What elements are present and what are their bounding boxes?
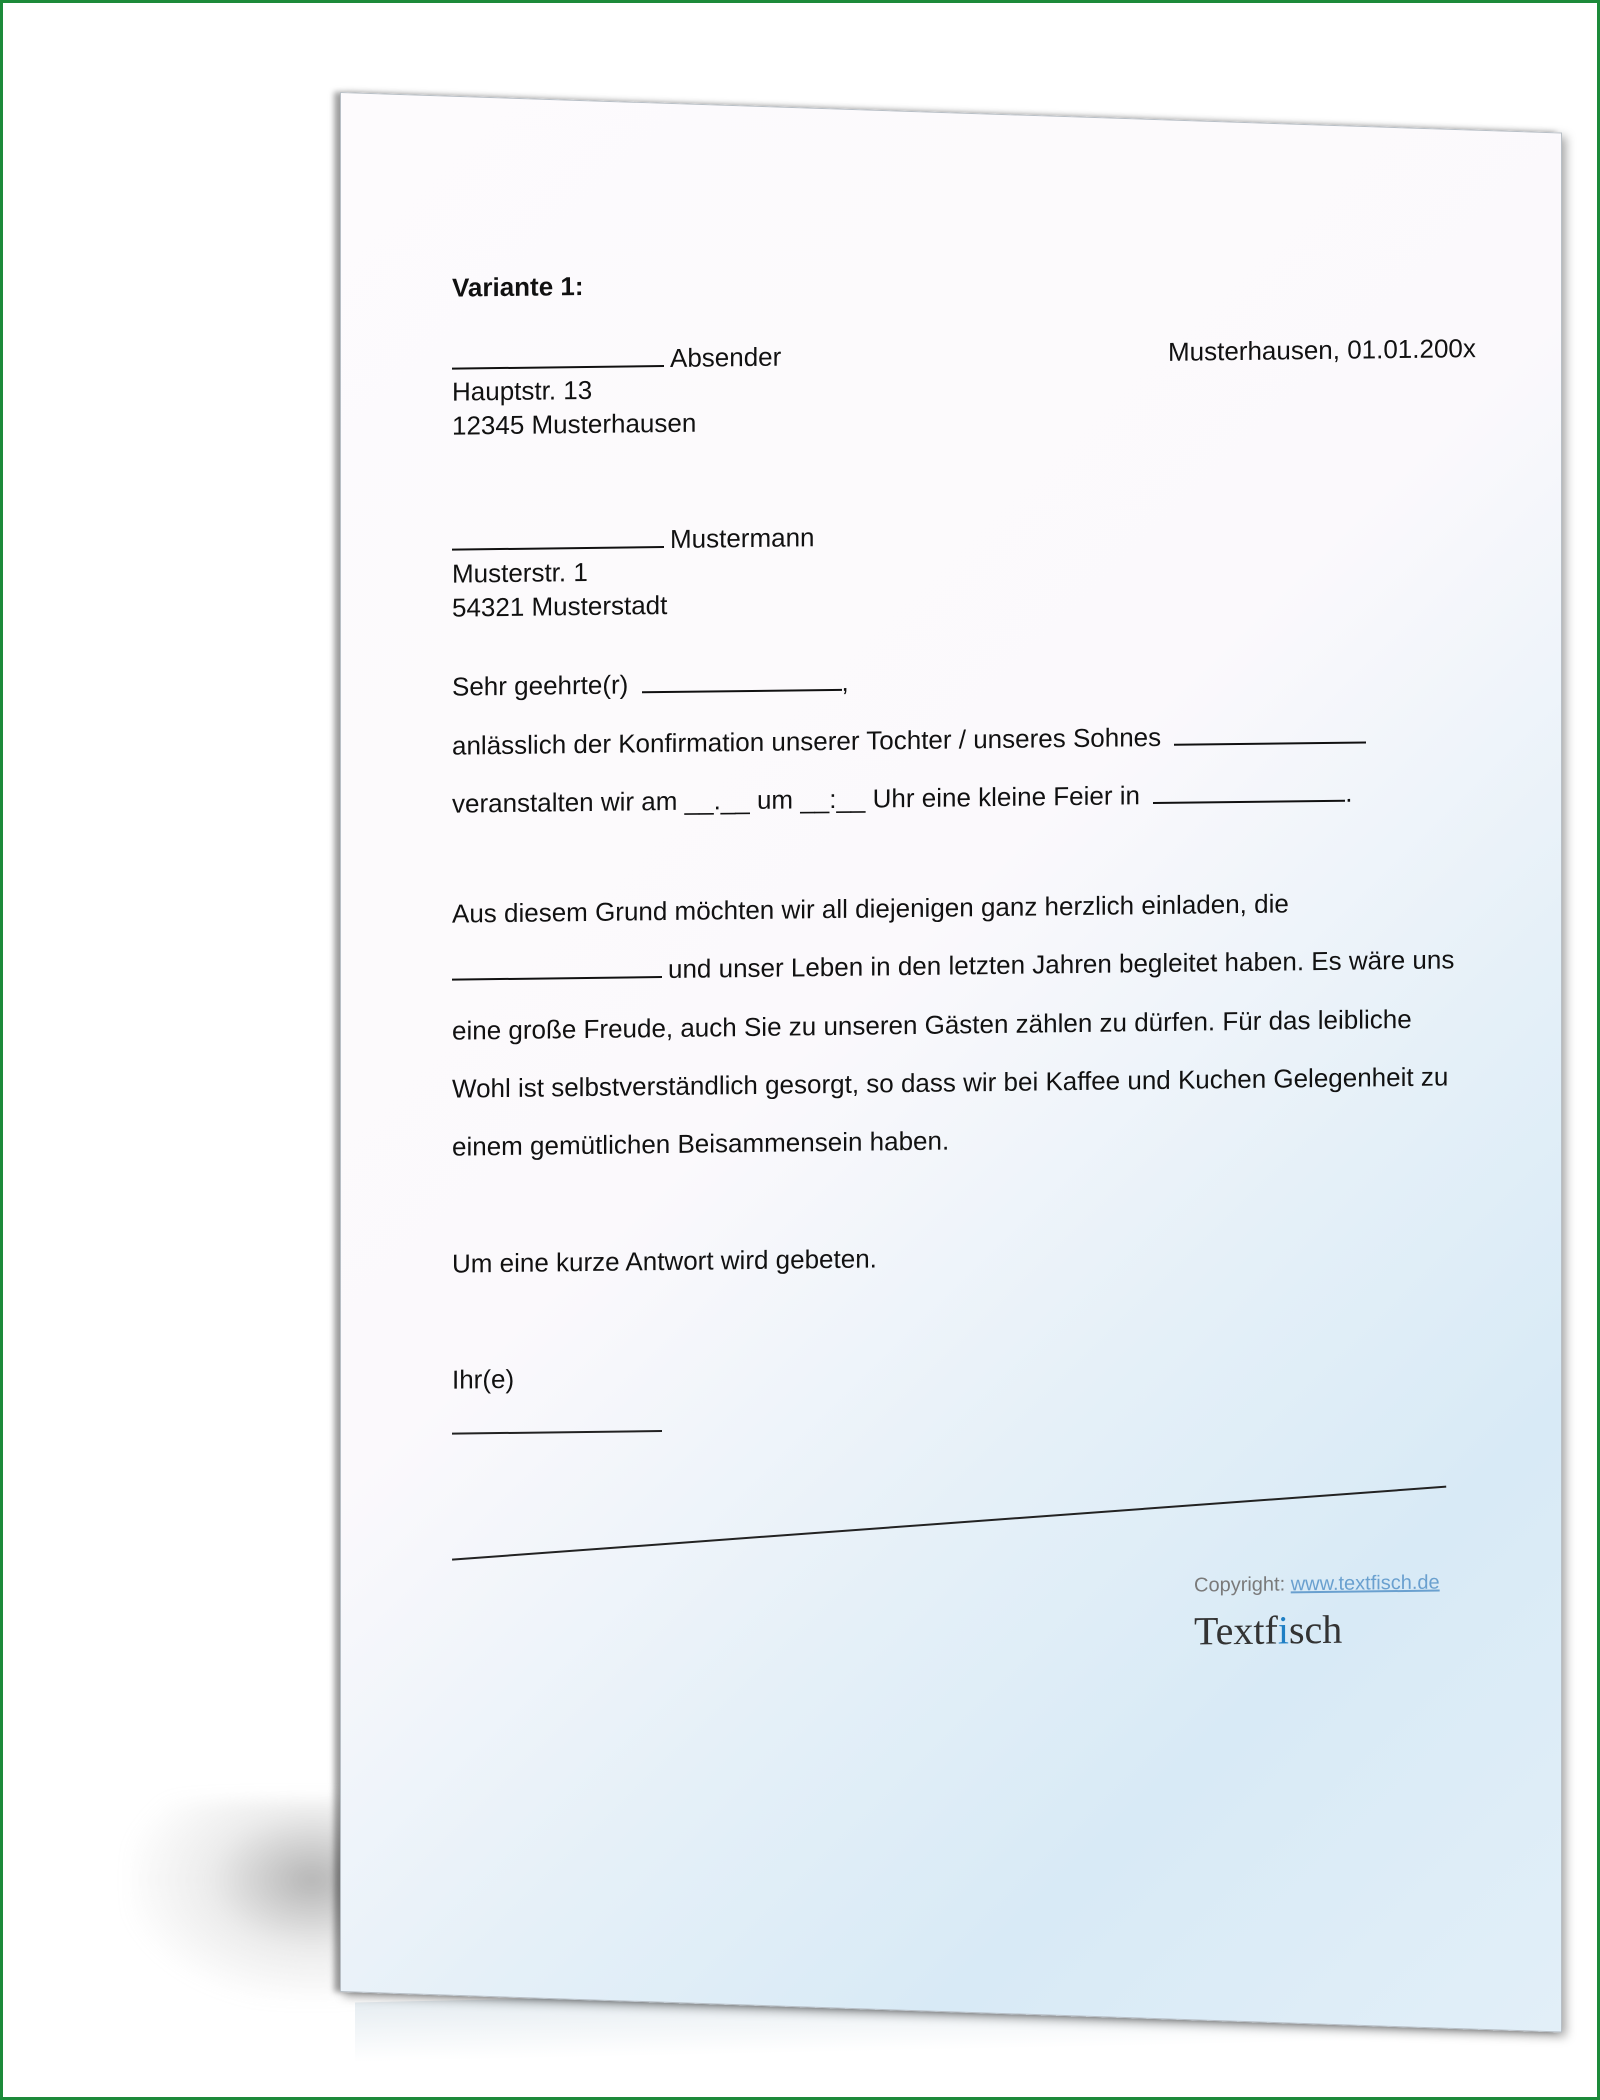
sender-name-line xyxy=(452,341,782,374)
location-blank xyxy=(1153,799,1345,804)
recipient-street: Musterstr. 1 xyxy=(452,556,588,589)
para2-line2-text: und unser Leben in den letzten Jahren begleitet haben. Es wäre uns xyxy=(668,944,1455,984)
para2-line2 xyxy=(452,946,1454,984)
para1-line1 xyxy=(452,721,1372,761)
copyright-notice xyxy=(1194,1572,1440,1598)
copyright-label: Copyright: xyxy=(1194,1573,1286,1597)
para1-line2 xyxy=(452,777,1353,819)
fish-icon: i xyxy=(1277,1607,1289,1653)
logo-text-start: Textf xyxy=(1194,1607,1278,1654)
event-time-placeholder: __:__ xyxy=(800,783,866,815)
para1-period: . xyxy=(1345,777,1353,808)
para2-line4: Wohl ist selbstverständlich gesorgt, so dass wir bei Kaffee und Kuchen Gelegenheit zu xyxy=(452,1061,1449,1104)
salutation-line xyxy=(452,666,849,702)
reply-request: Um eine kurze Antwort wird gebeten. xyxy=(452,1243,877,1279)
recipient-name: Mustermann xyxy=(670,522,815,554)
para2-line5: einem gemütlichen Beisammensein haben. xyxy=(452,1125,950,1162)
para1-line2-rest: Uhr eine kleine Feier in xyxy=(872,780,1140,814)
variant-heading: Variante 1: xyxy=(452,271,584,303)
relation-blank xyxy=(452,975,662,981)
footer-rule xyxy=(452,1486,1446,1561)
recipient-name-blank xyxy=(452,545,664,551)
child-name-blank xyxy=(1174,740,1366,745)
sender-city: 12345 Musterhausen xyxy=(452,407,697,441)
salutation-blank xyxy=(642,688,842,693)
para2-line3: eine große Freude, auch Sie zu unseren Gästen zählen zu dürfen. Für das leibliche xyxy=(452,1003,1412,1046)
logo-text-end: sch xyxy=(1288,1606,1343,1653)
para1-line2-start: veranstalten wir am xyxy=(452,785,678,819)
signature-line xyxy=(452,1430,662,1435)
closing: Ihr(e) xyxy=(452,1363,515,1395)
copyright-link[interactable]: www.textfisch.de xyxy=(1290,1571,1440,1596)
event-date-placeholder: __.__ xyxy=(684,784,750,816)
document-page xyxy=(340,92,1562,2033)
salutation: Sehr geehrte(r) xyxy=(452,669,629,702)
sender-name: Absender xyxy=(670,341,782,373)
recipient-name-line xyxy=(452,524,815,554)
document-content xyxy=(340,77,1562,1992)
para1-line1-text: anlässlich der Konfirmation unserer Tochter / unseres Sohnes xyxy=(452,721,1162,761)
para1-um: um xyxy=(756,784,794,815)
place-date: Musterhausen, 01.01.200x xyxy=(1168,333,1476,367)
sender-name-blank xyxy=(452,364,664,370)
textfisch-logo xyxy=(1194,1606,1342,1655)
sender-street: Hauptstr. 13 xyxy=(452,374,593,407)
para2-line1: Aus diesem Grund möchten wir all diejenigen ganz herzlich einladen, die xyxy=(452,888,1289,929)
recipient-city: 54321 Musterstadt xyxy=(452,589,668,623)
salutation-comma: , xyxy=(841,666,849,697)
